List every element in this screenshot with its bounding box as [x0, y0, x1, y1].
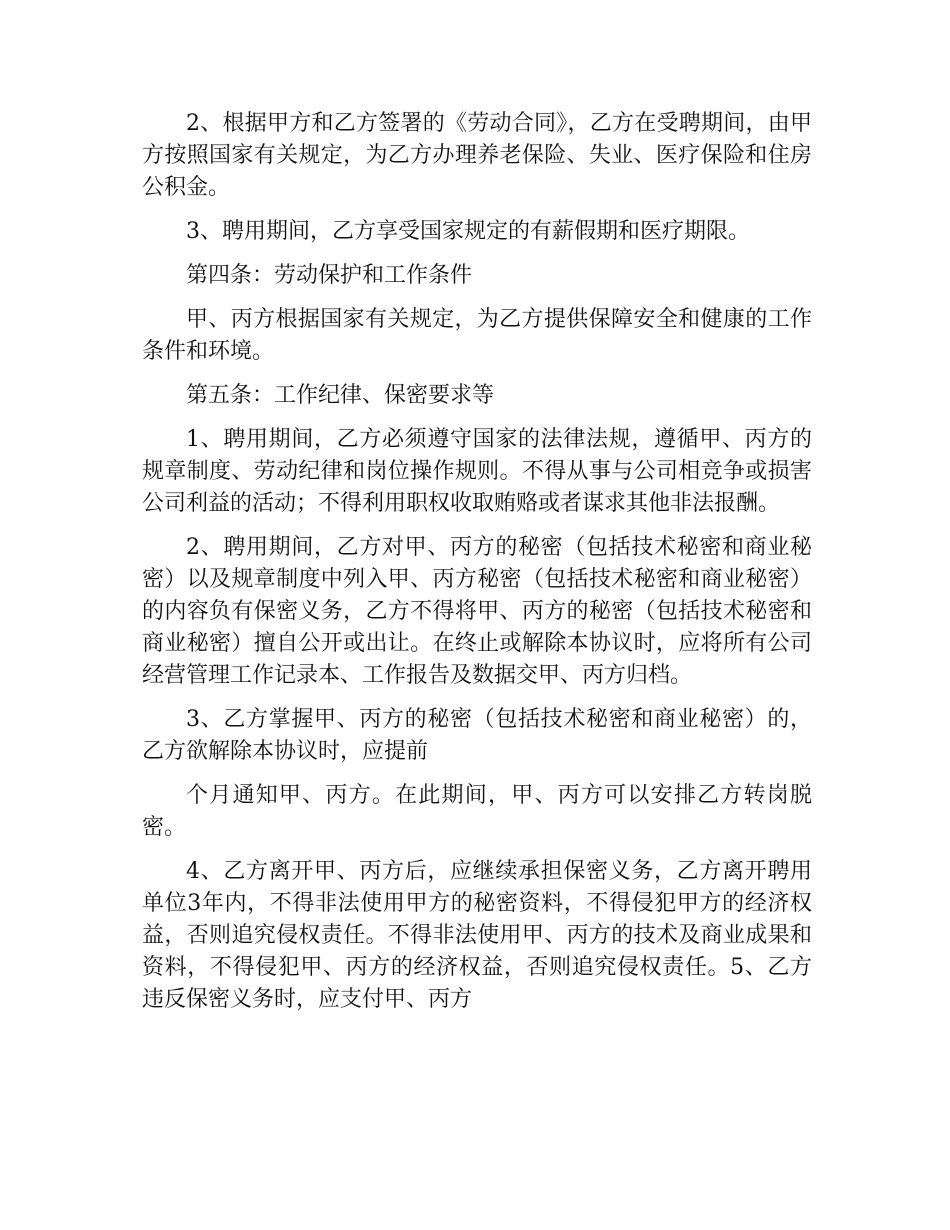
paragraph-working-conditions: 甲、丙方根据国家有关规定，为乙方提供保障安全和健康的工作条件和环境。 — [142, 307, 812, 364]
heading-article-four: 第四条：劳动保护和工作条件 — [186, 263, 473, 288]
paragraph-confidentiality: 2、聘用期间，乙方对甲、丙方的秘密（包括技术秘密和商业秘密）以及规章制度中列入甲、丙方秘密（包括技术秘密和商业秘密）的内容负有保密义务，乙方不得将甲、丙方的秘密（包括技术秘密和商业秘密）擅自公开或出让。在终止或解除本协议时，应将所有公司经营管理工作记录本、工作报告及数据交甲、丙方归档。 — [142, 535, 812, 688]
paragraph-post-employment: 4、乙方离开甲、丙方后，应继续承担保密义务，乙方离开聘用单位3年内，不得非法使用甲方的秘密资料，不得侵犯甲方的经济权益，否则追究侵权责任。不得非法使用甲、丙方的技术及商业成果和资料，不得侵犯甲、丙方的经济权益，否则追究侵权责任。5、乙方违反保密义务时，应支付甲、丙方 — [142, 859, 812, 1012]
heading-article-five: 第五条：工作纪律、保密要求等 — [186, 383, 495, 408]
paragraph-social-insurance: 2、根据甲方和乙方签署的《劳动合同》，乙方在受聘期间，由甲方按照国家有关规定，为乙方办理养老保险、失业、医疗保险和住房公积金。 — [142, 111, 812, 200]
paragraph-secret-holder: 3、乙方掌握甲、丙方的秘密（包括技术秘密和商业秘密）的，乙方欲解除本协议时，应提前 — [142, 707, 812, 764]
document-page — [142, 108, 812, 1016]
paragraph-paid-leave: 3、聘用期间，乙方享受国家规定的有薪假期和医疗期限。 — [186, 219, 750, 244]
paragraph-notice-period: 个月通知甲、丙方。在此期间，甲、丙方可以安排乙方转岗脱密。 — [142, 783, 812, 840]
paragraph-discipline: 1、聘用期间，乙方必须遵守国家的法律法规，遵循甲、丙方的规章制度、劳动纪律和岗位操作规则。不得从事与公司相竞争或损害公司利益的活动；不得利用职权收取贿赂或者谋求其他非法报酬。 — [142, 427, 812, 516]
